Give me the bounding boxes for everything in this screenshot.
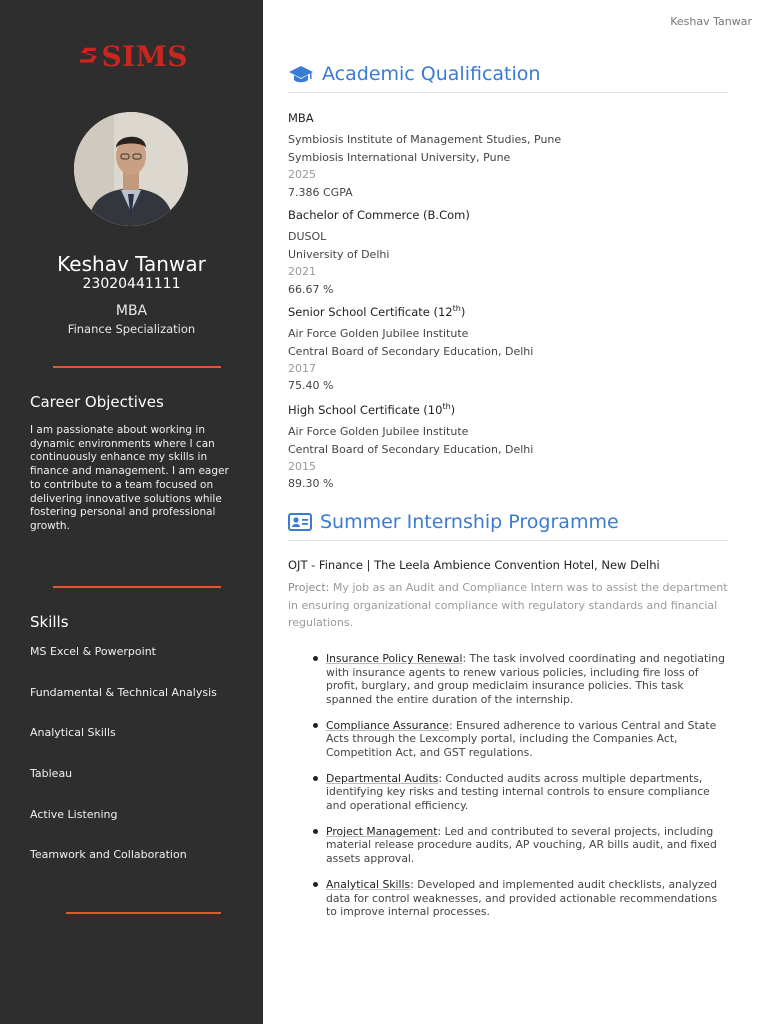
- list-item: Analytical Skills: Developed and implemented audit checklists, analyzed data for control weaknesses, and provided actionable recommendations to improve internal processes.: [310, 878, 728, 919]
- qualification-title: Senior School Certificate (12th): [288, 304, 466, 319]
- career-objectives-text: I am passionate about working in dynamic environments where I can continuously enhance my skills in finance and management. I am eager to contribute to a team focused on delivering innovative solutions while fostering personal and professional growth.: [30, 424, 229, 532]
- qualification-score: 7.386 CGPA: [288, 186, 353, 199]
- list-item: Project Management: Led and contributed to several projects, including material release procedure audits, AP vouching, AR bills audit, and fixed assets approval.: [310, 825, 728, 866]
- profile-photo: [74, 112, 188, 226]
- project-text: My job as an Audit and Compliance Intern was to assist the department in ensuring organizational compliance with regulatory standards and financial regulations.: [288, 581, 728, 629]
- sidebar: [0, 0, 263, 1024]
- project-description: [288, 579, 728, 632]
- qualification-year: 2021: [288, 265, 316, 278]
- sims-logo-mark-icon: [78, 40, 99, 72]
- skill-item: Fundamental & Technical Analysis: [30, 686, 217, 699]
- internship-heading: [288, 511, 619, 533]
- section-rule: [288, 92, 728, 93]
- logo-text: SIMS: [101, 39, 188, 73]
- qualification-title: Bachelor of Commerce (B.Com): [288, 208, 470, 222]
- qualification-score: 75.40 %: [288, 379, 334, 392]
- academic-heading: [288, 63, 540, 85]
- skill-item: Teamwork and Collaboration: [30, 848, 187, 861]
- career-objectives-heading: Career Objectives: [30, 393, 164, 411]
- divider: [66, 912, 221, 914]
- list-item: Insurance Policy Renewal: The task involved coordinating and negotiating with insurance agents to renew various policies, including fire loss of profit, burglary, and group mediclaim insurance policies. This task spanned the entire duration of the internship.: [310, 652, 728, 706]
- section-rule: [288, 540, 728, 541]
- academic-heading-text: Academic Qualification: [322, 63, 541, 85]
- list-item: Compliance Assurance: Ensured adherence to various Central and State Acts through the Lexcomply portal, including the Companies Act, Competition Act, and GST regulations.: [310, 719, 728, 760]
- qualification-title: MBA: [288, 111, 314, 125]
- qualification-board: Symbiosis International University, Pune: [288, 151, 511, 164]
- skill-item: Tableau: [30, 767, 73, 780]
- internship-heading-text: Summer Internship Programme: [320, 511, 619, 533]
- qualification-year: 2015: [288, 460, 316, 473]
- header-name: Keshav Tanwar: [670, 15, 752, 28]
- person-photo-icon: [74, 112, 188, 226]
- list-item: Departmental Audits: Conducted audits across multiple departments, identifying key risks and testing internal controls to ensure compliance and operational efficiency.: [310, 772, 728, 813]
- profile-name: Keshav Tanwar: [57, 252, 206, 276]
- internship-title: OJT - Finance | The Leela Ambience Convention Hotel, New Delhi: [288, 558, 660, 572]
- qualification-score: 66.67 %: [288, 283, 334, 296]
- degree: MBA: [115, 303, 148, 319]
- skill-item: Analytical Skills: [30, 726, 116, 739]
- project-label: Project:: [288, 581, 330, 594]
- skill-item: MS Excel & Powerpoint: [30, 645, 156, 658]
- qualification-title: High School Certificate (10th): [288, 402, 456, 417]
- divider: [53, 366, 221, 368]
- qualification-year: 2025: [288, 168, 316, 181]
- qualification-board: University of Delhi: [288, 248, 390, 261]
- qualification-score: 89.30 %: [288, 477, 334, 490]
- roll-number: 23020441111: [82, 276, 181, 292]
- qualification-institute: Air Force Golden Jubilee Institute: [288, 425, 469, 438]
- qualification-board: Central Board of Secondary Education, Delhi: [288, 443, 534, 456]
- specialization: Finance Specialization: [67, 322, 196, 336]
- divider: [53, 586, 221, 588]
- qualification-year: 2017: [288, 362, 316, 375]
- qualification-institute: Air Force Golden Jubilee Institute: [288, 327, 469, 340]
- skills-heading: Skills: [30, 613, 69, 631]
- skill-item: Active Listening: [30, 808, 118, 821]
- id-card-icon: [288, 513, 312, 531]
- qualification-institute: DUSOL: [288, 230, 327, 243]
- graduation-cap-icon: [288, 64, 314, 84]
- internship-bullets: [310, 652, 728, 931]
- sims-logo: [78, 38, 188, 74]
- qualification-board: Central Board of Secondary Education, Delhi: [288, 345, 534, 358]
- qualification-institute: Symbiosis Institute of Management Studies, Pune: [288, 133, 562, 146]
